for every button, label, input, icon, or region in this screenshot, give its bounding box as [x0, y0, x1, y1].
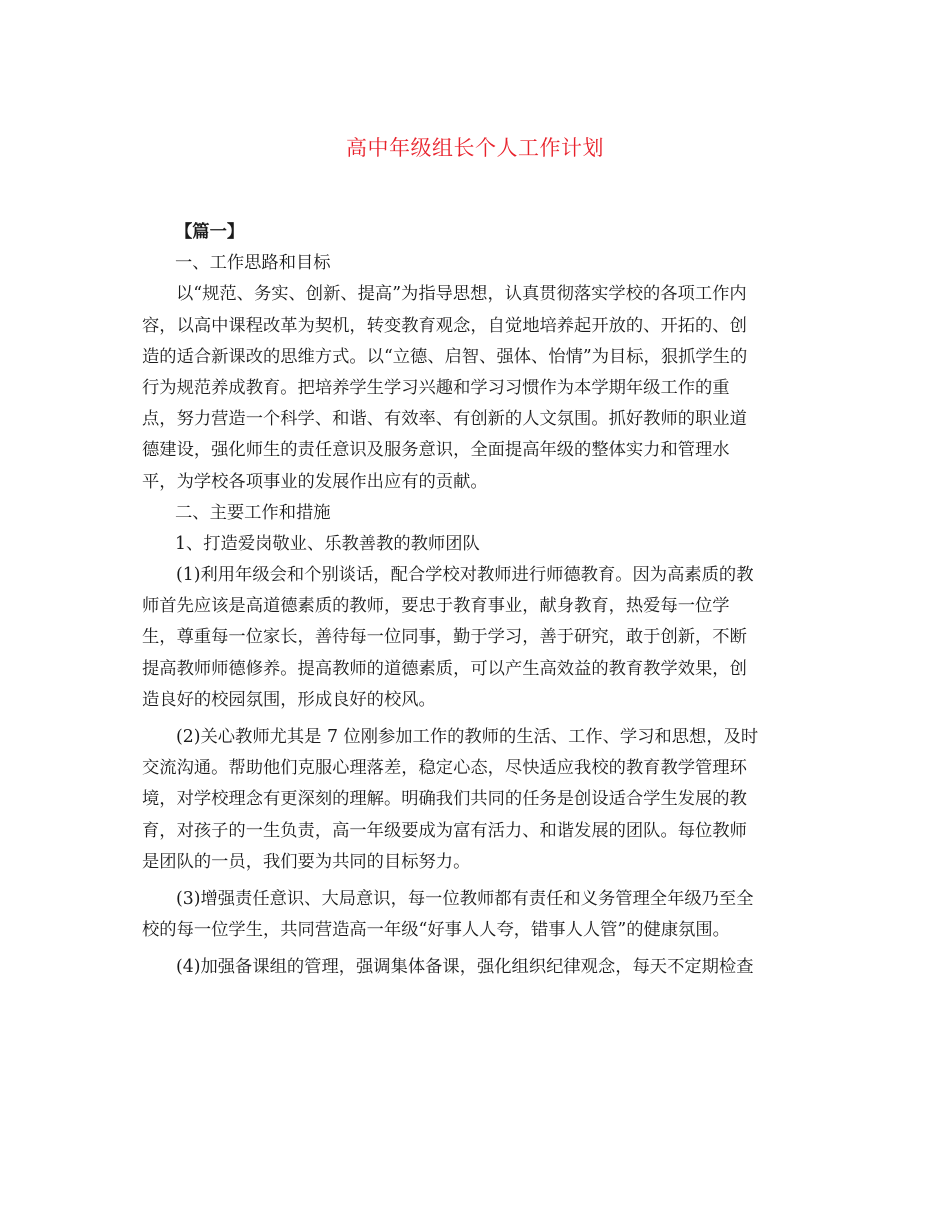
paragraph-line: 容，以高中课程改革为契机，转变教育观念，自觉地培养起开放的、开拓的、创	[142, 315, 747, 336]
paragraph-line: 是团队的一员，我们要为共同的目标努力。	[142, 851, 471, 872]
paragraph-line: (2)关心教师尤其是 7 位刚参加工作的教师的生活、工作、学习和思想，及时	[176, 727, 759, 747]
paragraph-line: 师首先应该是高道德素质的教师，要忠于教育事业，献身教育，热爱每一位学	[142, 596, 730, 617]
paragraph-line: 以“规范、务实、创新、提高”为指导思想，认真贯彻落实学校的各项工作内	[176, 284, 747, 305]
paragraph-line: 行为规范养成教育。把培养学生学习兴趣和学习习惯作为本学期年级工作的重	[142, 377, 730, 398]
heading-work-ideas: 一、工作思路和目标	[175, 253, 331, 274]
paragraph-line: (3)增强责任意识、大局意识，每一位教师都有责任和义务管理全年级乃至全	[176, 888, 754, 909]
paragraph-line: 生，尊重每一位家长，善待每一位同事，勤于学习，善于研究，敢于创新，不断	[142, 627, 747, 648]
paragraph-item-1	[142, 560, 802, 716]
paragraph-line: 校的每一位学生，共同营造高一年级“好事人人夸，错事人人管”的健康氛围。	[142, 920, 730, 941]
section-marker: 【篇一】	[175, 222, 245, 242]
paragraph-line: 交流沟通。帮助他们克服心理落差，稳定心态，尽快适应我校的教育教学管理环	[142, 758, 747, 779]
paragraph-line: (1)利用年级会和个别谈话，配合学校对教师进行师德教育。因为高素质的教	[176, 565, 754, 586]
paragraph-line: (4)加强备课组的管理，强调集体备课，强化组织纪律观念，每天不定期检查	[176, 957, 754, 978]
paragraph-item-4	[142, 952, 802, 983]
subheading-teacher-team: 1、打造爱岗敬业、乐教善教的教师团队	[175, 533, 480, 554]
paragraph-item-3	[142, 884, 802, 946]
paragraph-line: 点，努力营造一个科学、和谐、有效率、有创新的人文氛围。抓好教师的职业道	[142, 409, 747, 430]
paragraph-item-2	[142, 722, 802, 878]
paragraph-work-ideas	[142, 279, 802, 497]
paragraph-line: 德建设，强化师生的责任意识及服务意识，全面提高年级的整体实力和管理水	[142, 440, 730, 461]
paragraph-line: 育，对孩子的一生负责，高一年级要成为富有活力、和谐发展的团队。每位教师	[142, 820, 747, 841]
paragraph-line: 造良好的校园氛围，形成良好的校风。	[142, 689, 436, 710]
document-body	[142, 217, 802, 984]
paragraph-line: 平，为学校各项事业的发展作出应有的贡献。	[142, 471, 488, 492]
paragraph-line: 境，对学校理念有更深刻的理解。明确我们共同的任务是创设适合学生发展的教	[142, 789, 747, 810]
document-title: 高中年级组长个人工作计划	[346, 136, 604, 160]
paragraph-line: 提高教师师德修养。提高教师的道德素质，可以产生高效益的教育教学效果，创	[142, 658, 747, 679]
heading-main-work: 二、主要工作和措施	[175, 502, 331, 523]
paragraph-line: 造的适合新课改的思维方式。以“立德、启智、强体、怡情”为目标，狠抓学生的	[142, 346, 748, 367]
